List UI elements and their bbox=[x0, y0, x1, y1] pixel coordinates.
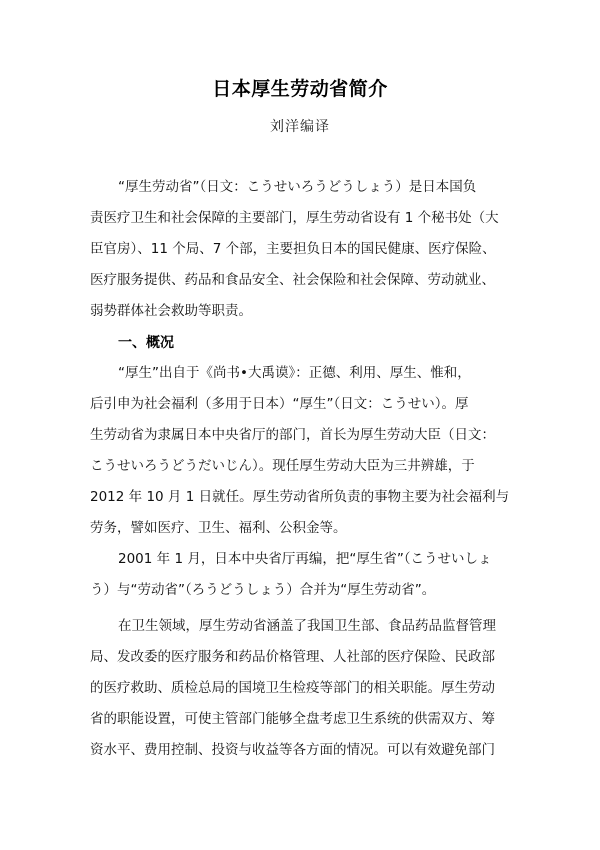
section-line: 的医疗救助、质检总局的国境卫生检疫等部门的相关职能。厚生劳动 bbox=[90, 680, 495, 696]
intro-line: 医疗服务提供、药品和食品安全、社会保险和社会保障、劳动就业、 bbox=[90, 272, 495, 288]
section-line: “厚生”出自于《尚书•大禹谟》：正德、利用、厚生、惟和， bbox=[118, 365, 471, 381]
section-line: 局、发改委的医疗服务和药品价格管理、人社部的医疗保险、民政部 bbox=[90, 649, 495, 665]
author-line: 刘洋编译 bbox=[270, 119, 330, 135]
section-line: 2012 年 10 月 1 日就任。厚生劳动省所负责的事物主要为社会福利与 bbox=[90, 489, 510, 505]
section-line: 省的职能设置，可使主管部门能够全盘考虑卫生系统的供需双方、筹 bbox=[90, 711, 495, 727]
intro-line: 责医疗卫生和社会保障的主要部门，厚生劳动省设有 1 个秘书处（大 bbox=[90, 210, 499, 226]
intro-line: 臣官房）、11 个局、7 个部，主要担负日本的国民健康、医疗保险、 bbox=[90, 241, 496, 257]
section-line: 2001 年 1 月，日本中央省厅再编，把“厚生省”（こうせいしょ bbox=[118, 551, 492, 567]
document-title: 日本厚生劳动省简介 bbox=[212, 78, 388, 100]
intro-line: “厚生劳动省”（日文：こうせいろうどうしょう）是日本国负 bbox=[118, 179, 477, 195]
section-line: 劳务，譬如医疗、卫生、福利、公积金等。 bbox=[90, 520, 347, 536]
section-line: 资水平、费用控制、投资与收益等各方面的情况。可以有效避免部门 bbox=[90, 742, 495, 758]
section-line: こうせいろうどうだいじん）。现任厚生劳动大臣为三井辨雄，于 bbox=[90, 458, 475, 474]
section-line: 生劳动省为隶属日本中央省厅的部门，首长为厚生劳动大臣（日文： bbox=[90, 427, 495, 443]
section-line: 后引申为社会福利（多用于日本）“厚生”（日文：こうせい）。厚 bbox=[90, 396, 469, 412]
intro-line: 弱势群体社会救助等职责。 bbox=[90, 303, 252, 319]
section-heading: 一、概况 bbox=[118, 335, 174, 351]
section-line: 在卫生领域，厚生劳动省涵盖了我国卫生部、食品药品监督管理 bbox=[118, 618, 496, 634]
section-line: う）与“劳动省”（ろうどうしょう）合并为“厚生劳动省”。 bbox=[90, 582, 436, 598]
